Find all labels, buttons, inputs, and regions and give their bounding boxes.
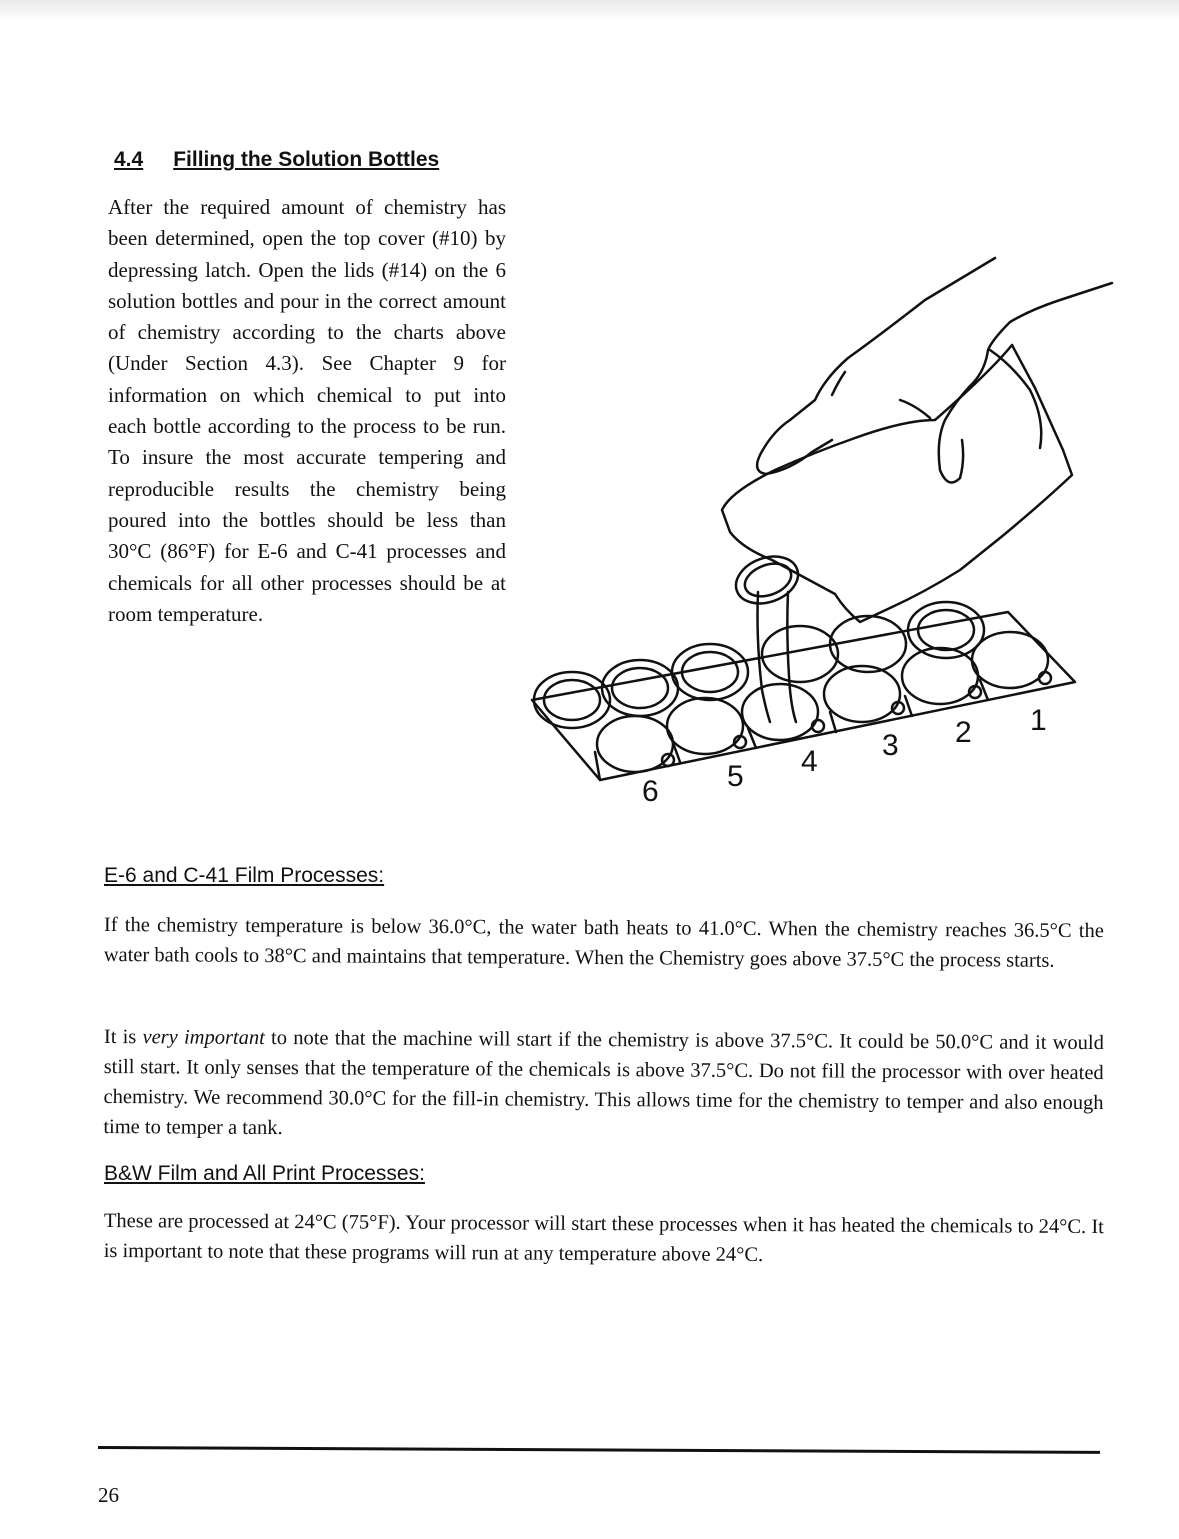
e6-p2-rest: to note that the machine will start if the chemistry is above 37.5°C. It could be 50.0°C and it would still start. It only senses that the temperature of the chemicals is above 37.5°C. Do not fill the processor with over heated chemistry. We recommend 30.0°C for the fill-in chemistry. This allows time for the chemistry to temper and also enough time to temper a tank.: [103, 1026, 1104, 1140]
pouring-illustration: [520, 240, 1120, 820]
bw-paragraph-1: These are processed at 24°C (75°F). Your processor will start these processes when it has heated the chemicals to 24°C. It is important to note that these programs will run at any temperature above 24°C.: [103, 1209, 1104, 1267]
page-number: 26: [98, 1483, 119, 1507]
jug-handle: [990, 350, 1041, 448]
e6-p2-prefix: It is: [103, 1025, 143, 1049]
bottle-front-4: [742, 684, 818, 740]
section-intro-paragraph: After the required amount of chemistry has been determined, open the top cover (#10) by depressing latch. Open the lids (#14) on the 6 solution bottles and pour in the correct amount of chemistry according to the charts above (Under Section 4.3). See Chapter 9 for information on which chemical to put into each bottle according to the process to be run. To insure the most accurate tempering and reproducible results the chemistry being poured into the bottles should be less than 30°C (86°F) for E-6 and C-41 processes and chemicals for all other processes should be at room temperature.: [108, 195, 506, 626]
e6-paragraph-2: [103, 1022, 1104, 1148]
bottle-front-5: [667, 698, 743, 754]
section-heading: [114, 148, 439, 172]
bottle-number-2: 2: [955, 716, 972, 749]
finger-outline: [832, 372, 930, 418]
bottle-front-3: [824, 666, 900, 722]
footer-rule: [98, 1446, 1100, 1454]
jug-spout: [729, 548, 804, 611]
scan-edge-shade: [0, 0, 1179, 22]
bottle-back-4: [762, 626, 838, 682]
bottle-number-3: 3: [882, 729, 899, 762]
e6-p2-emphasis: very important: [142, 1026, 265, 1049]
bottle-number-6: 6: [642, 775, 659, 808]
bottle-front-1: [972, 632, 1048, 688]
e6-c41-heading: E-6 and C-41 Film Processes:: [104, 864, 385, 887]
arm-outline: [757, 258, 995, 474]
section-title: Filling the Solution Bottles: [173, 148, 440, 171]
jug-outline: [722, 345, 1072, 622]
bottle-number-5: 5: [727, 760, 744, 793]
bottle-front-2: [902, 648, 978, 704]
e6-paragraph-1: If the chemistry temperature is below 36.0°C, the water bath heats to 41.0°C. When the chemistry reaches 36.5°C the water bath cools to 38°C and maintains that temperature. When the Chemistry goes above 37.5°C the process starts.: [103, 913, 1104, 972]
bottle-front-6: [597, 716, 673, 772]
bottle-number-4: 4: [801, 745, 818, 778]
section-number: 4.4: [114, 148, 144, 171]
bottle-number-1: 1: [1030, 704, 1047, 737]
bw-print-heading: B&W Film and All Print Processes:: [104, 1162, 425, 1185]
